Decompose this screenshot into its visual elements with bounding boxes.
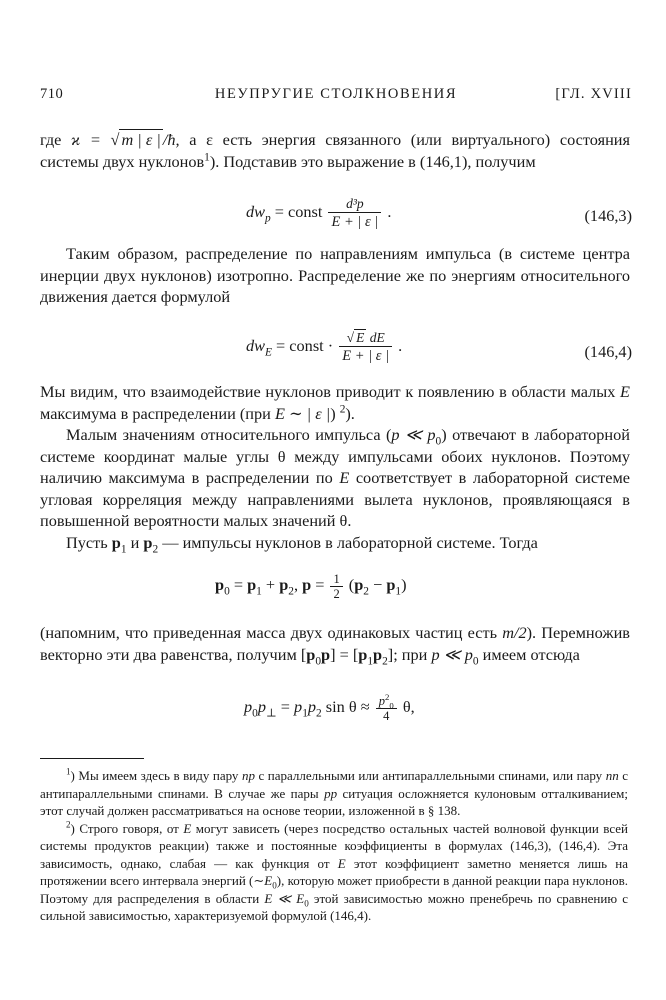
footnote-separator — [40, 758, 144, 759]
equation-146-4: $dw_E$ = const · $\frac{\text{√ E dE}}{E + | \varepsilon |}$ . (146,4) — [246, 330, 632, 364]
paragraph-1: где ϰ = √ m | ε | /ħ, а ε есть энергия связанного (или виртуального) состояния системы двух нуклонов$^1$). Подставив это выражение в (146,1), получим — [40, 130, 630, 171]
page-number: 710 — [40, 86, 64, 102]
footnotes — [40, 767, 628, 925]
paragraph-6: (напомним, что приведенная масса двух одинаковых частиц есть m/2). Перемножив векторно эти два равенства, получим $[p_0p] = [p_1p_2]$; при p ≪ $p_0$ имеем отсюда — [40, 623, 630, 667]
paragraph-3: Мы видим, что взаимодействие нуклонов приводит к появлению в области малых E максимума в распределении (при E ∼ | ε |) $^2$). Малым значениям относительного импульса (p ≪ $p_0$) отвечают в лабораторной системе координат малые углы θ между импульсами обоих нуклонов. Поэтому наличию максимума в распределении по E соответствует в лабораторной системе угловая корреляция между направлениями вылета нуклонов, проявляющаяся в повышенной вероятности малых значений θ. Пусть $p_1$ и $p_2$ — импульсы нуклонов в лабораторной системе. Тогда — [40, 382, 630, 555]
equation-label: (146,3) — [584, 206, 632, 225]
paragraph-2: Таким образом, распределение по направлениям импульса (в системе центра инерции двух нуклонов) изотропно. Распределение же по энергиям относительного движения дается формулой — [40, 244, 630, 306]
footnote-2: $^2$) Строго говоря, от E могут зависеть (через посредство остальных частей волновой функции всей системы продуктов реакции) также и постоянные коэффициенты в формулах (146,3), (146,4). Эта зависимость, однако, слабая — как функция от E этот коэффициент заметно меняется лишь на протяжении всего интервала энергий $(\sim E_0)$, которую может приобрести в данной реакции пара нуклонов. Поэтому для распределения в области E ≪ $E_0$ этой зависимостью можно пренебречь по сравнению с сильной зависимостью, характеризуемой формулой (146,4). — [40, 819, 628, 923]
chapter-number: [ГЛ. XVIII — [555, 86, 632, 102]
equation-transverse-momentum: $p_0p_\perp = p_1p_2$ sin θ ≈ $\frac{p^2_0}{4}$ θ, — [244, 691, 415, 723]
footnote-1: $^1$) Мы имеем здесь в виду пару np с параллельными или антипараллельными спинами, или пару nn с антипараллельными спинами. В случае же пары pp ситуация осложняется кулоновым отталкиванием; этот случай должен рассматриваться на основе теории, изложенной в § 138. — [40, 766, 629, 818]
equation-momentum-sum: $p_0 = p_1 + p_2$, p = $\frac{1}{2}$ $(p_2 - p_1)$ — [215, 572, 407, 601]
chapter-title: НЕУПРУГИЕ СТОЛКНОВЕНИЯ — [214, 86, 458, 102]
running-head — [40, 86, 632, 108]
equation-label: (146,4) — [584, 342, 632, 361]
equation-146-3: $dw_p$ = const $\frac{\text{d³p}}{E + | \varepsilon |}$ . (146,3) — [246, 196, 632, 230]
